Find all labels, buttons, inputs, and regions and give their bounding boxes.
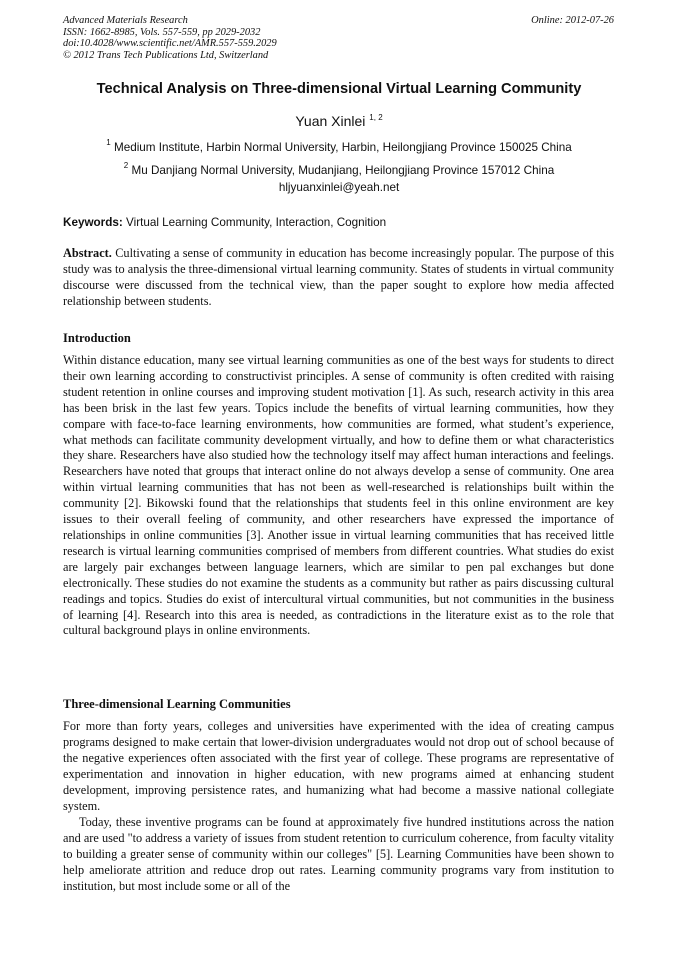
abstract-text: Cultivating a sense of community in education has become increasingly popular. The purpose of this study was to analysis the three-dimensional virtual learning community. States of students in virtual community discourse were discussed from the technical view, than the paper sought to explore how media affected relationship between students.	[63, 246, 614, 308]
online-date: Online: 2012-07-26	[531, 15, 614, 26]
three-dimensional-paragraph-1: For more than forty years, colleges and universities have experimented with the idea of creating campus programs designed to make certain that lower-division undergraduates would not drop out of school because of the negative experiences often associated with the first year of college. These programs are representative of experimentation and innovation in higher education, with new programs aimed at enhancing student development, improving persistence rates, and humanizing what had become a massive national collegiate system.	[63, 719, 614, 813]
three-dimensional-paragraph-2: Today, these inventive programs can be found at approximately five hundred institutions across the nation and are used "to address a variety of issues from student retention to curriculum coherence, from faculty vitality to building a greater sense of community within our colleges" [5]. Learning Communities have been shown to help ameliorate attrition and reduce drop out rates. Learning community programs vary from institution to institution, but most include some or all of the	[63, 815, 614, 893]
introduction-paragraph: Within distance education, many see virtual learning communities as one of the best ways for students to direct their own learning according to constructivist principles. A sense of community is often credited with raising student retention in online courses and improving student motivation [1]. As such, research activity in this area has been brisk in the last few years. Topics include the benefits of virtual learning communities, how they compare with face-to-face learning environments, how communities are formed, what student’s experience, what methods can facilitate community development virtually, and how to define them or what characteristics they share. Researchers have also studied how the technology itself may affect human interactions and feelings. Researchers have noted that groups that interact online do not always develop a sense of community. One area within virtual learning communities that has not been as well-researched is relationships built within the community [2]. Bikowski found that the relationships that students feel in this online environment are key issues to their overall feeling of community, and other researchers have expressed the importance of relationships in online communities [3]. Another issue in virtual learning communities that has received little research is virtual learning communities comprised of members from different countries. What studies do exist are largely pair exchanges between language learners, which are similar to pen pal exchanges but done electronically. These studies do not examine the students as a community but rather as pairs discussing cultural readings and topics. Studies do exist of intercultural virtual communities, but not communities in the business of learning [4]. Research into this area is needed, as contradictions in the literature exist as to the role that cultural background plays in online environments.	[63, 353, 614, 638]
abstract	[63, 246, 614, 310]
journal-copyright: © 2012 Trans Tech Publications Ltd, Switzerland	[63, 49, 269, 61]
keywords-list: Virtual Learning Community, Interaction, Cognition	[126, 216, 387, 229]
author-name: Yuan Xinlei	[295, 113, 366, 129]
section-heading-introduction: Introduction	[63, 331, 131, 345]
journal-issn: ISSN: 1662-8985, Vols. 557-559, pp 2029-2032	[63, 26, 261, 38]
author-line	[0, 113, 678, 129]
abstract-label: Abstract.	[63, 246, 112, 260]
author-superscript: 1, 2	[369, 113, 383, 122]
affiliation-2-text: Mu Danjiang Normal University, Mudanjiang, Heilongjiang Province 157012 China	[131, 164, 555, 177]
keywords	[63, 216, 386, 229]
journal-doi: doi:10.4028/www.scientific.net/AMR.557-559.2029	[63, 38, 277, 50]
affiliation-1	[0, 138, 678, 154]
section-heading-three-dimensional: Three-dimensional Learning Communities	[63, 697, 291, 711]
affiliation-2	[0, 161, 678, 177]
affiliation-1-superscript: 1	[106, 138, 111, 147]
affiliation-1-text: Medium Institute, Harbin Normal University, Harbin, Heilongjiang Province 150025 China	[113, 141, 572, 154]
paper-title: Technical Analysis on Three-dimensional Virtual Learning Community	[96, 81, 582, 97]
affiliation-2-superscript: 2	[123, 161, 129, 170]
author-email: hljyuanxinlei@yeah.net	[278, 181, 400, 194]
journal-name: Advanced Materials Research	[63, 15, 188, 26]
keywords-label: Keywords:	[63, 216, 123, 229]
journal-header	[63, 15, 277, 61]
